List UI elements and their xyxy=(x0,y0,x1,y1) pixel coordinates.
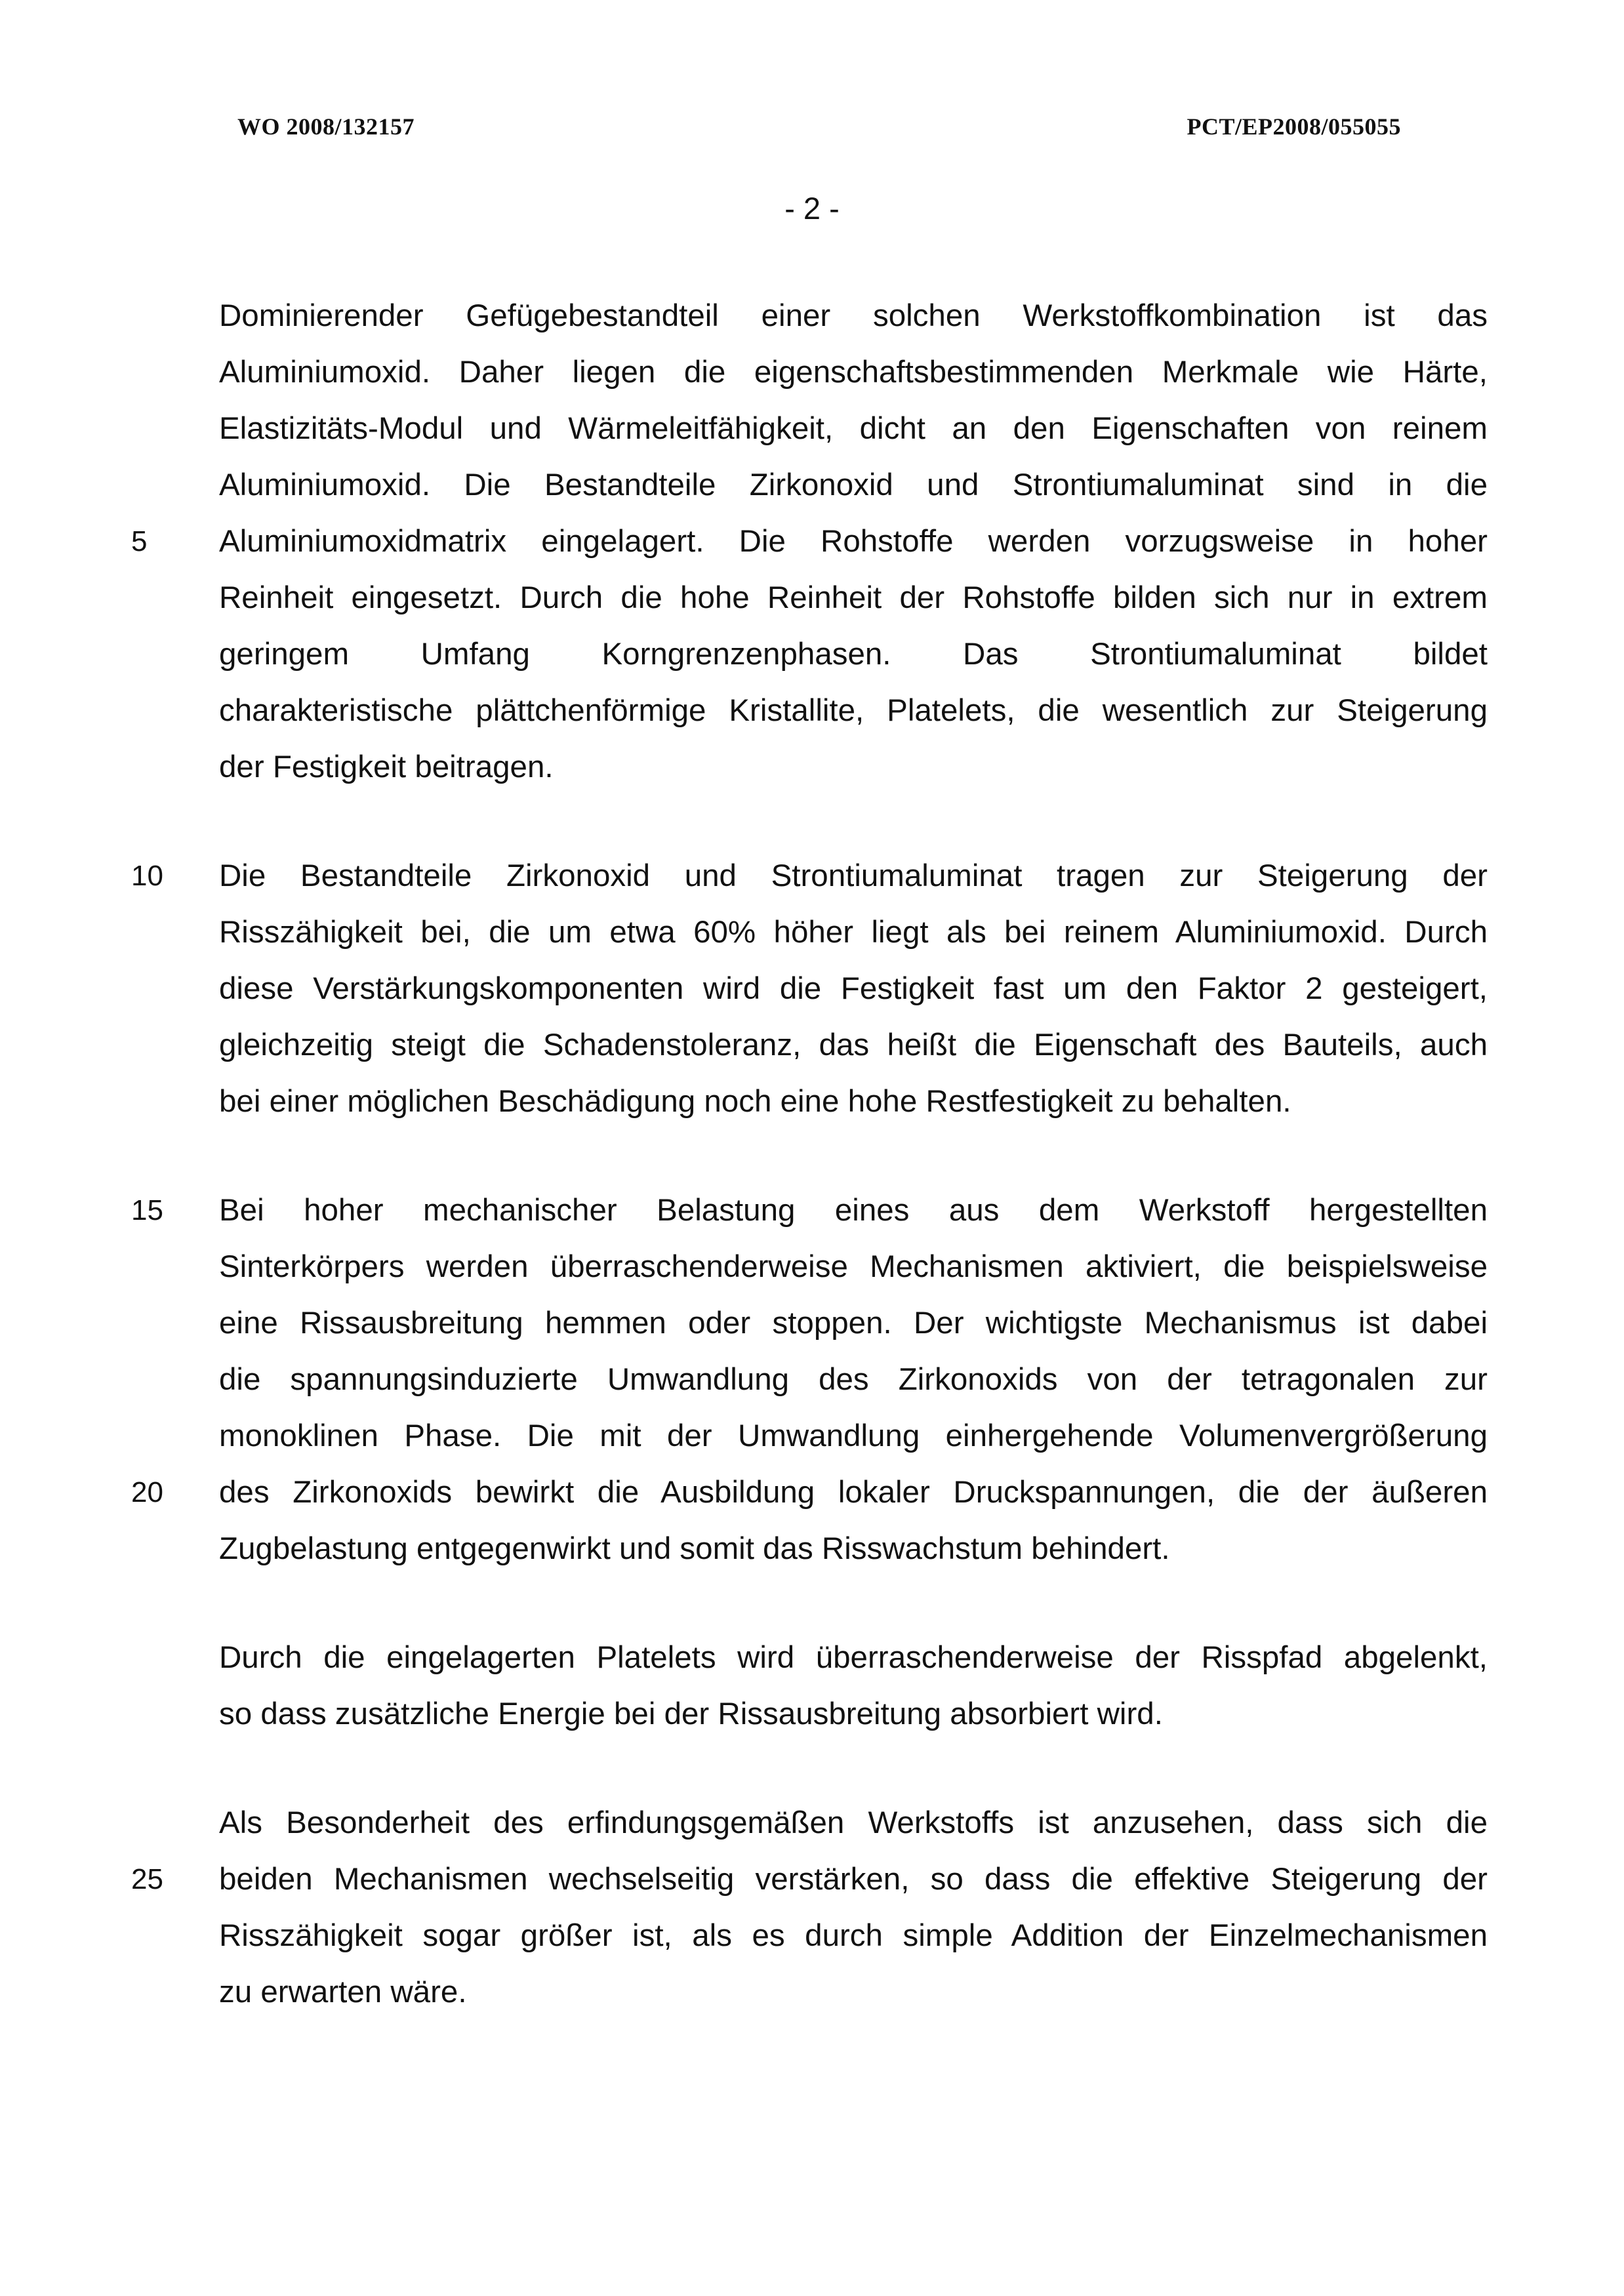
text-line: Aluminiumoxid. Die Bestandteile Zirkonoxid und Strontiumaluminat sind in die xyxy=(219,468,1488,502)
text-line: Reinheit eingesetzt. Durch die hohe Reinheit der Rohstoffe bilden sich nur in extrem xyxy=(219,580,1488,615)
text-line: so dass zusätzliche Energie bei der Rissausbreitung absorbiert wird. xyxy=(219,1697,1163,1731)
text-line: Durch die eingelagerten Platelets wird überraschenderweise der Risspfad abgelenkt, xyxy=(219,1640,1488,1675)
text-line: Sinterkörpers werden überraschenderweise Mechanismen aktiviert, die beispielsweise xyxy=(219,1249,1488,1284)
text-line: bei einer möglichen Beschädigung noch eine hohe Restfestigkeit zu behalten. xyxy=(219,1084,1291,1119)
text-line: zu erwarten wäre. xyxy=(219,1975,467,2009)
text-line: der Festigkeit beitragen. xyxy=(219,750,554,784)
text-line: die spannungsinduzierte Umwandlung des Zirkonoxids von der tetragonalen zur xyxy=(219,1362,1488,1397)
text-line: Risszähigkeit sogar größer ist, als es durch simple Addition der Einzelmechanismen xyxy=(219,1918,1488,1953)
text-line: Bei hoher mechanischer Belastung eines aus dem Werkstoff hergestellten xyxy=(219,1193,1488,1228)
text-line: Dominierender Gefügebestandteil einer solchen Werkstoffkombination ist das xyxy=(219,298,1488,333)
text-line: Risszähigkeit bei, die um etwa 60% höher liegt als bei reinem Aluminiumoxid. Durch xyxy=(219,915,1488,950)
text-line: geringem Umfang Korngrenzenphasen. Das Strontiumaluminat bildet xyxy=(219,637,1488,672)
text-line: gleichzeitig steigt die Schadenstoleranz, das heißt die Eigenschaft des Bauteils, auch xyxy=(219,1028,1488,1062)
line-number: 5 xyxy=(131,525,148,557)
document-number: WO 2008/132157 xyxy=(237,113,415,140)
page-number: - 2 - xyxy=(784,191,840,226)
line-number: 10 xyxy=(131,860,163,892)
text-line: Als Besonderheit des erfindungsgemäßen Werkstoffs ist anzusehen, dass sich die xyxy=(219,1805,1488,1840)
text-line: diese Verstärkungskomponenten wird die Festigkeit fast um den Faktor 2 gesteigert, xyxy=(219,971,1488,1006)
text-line: Zugbelastung entgegenwirkt und somit das Risswachstum behindert. xyxy=(219,1531,1170,1566)
application-number: PCT/EP2008/055055 xyxy=(1187,113,1401,140)
line-number: 25 xyxy=(131,1863,163,1895)
text-line: charakteristische plättchenförmige Kristallite, Platelets, die wesentlich zur Steigerung xyxy=(219,693,1488,728)
line-number: 20 xyxy=(131,1476,163,1508)
text-line: Aluminiumoxid. Daher liegen die eigenschaftsbestimmenden Merkmale wie Härte, xyxy=(219,355,1488,390)
text-line: Die Bestandteile Zirkonoxid und Strontiumaluminat tragen zur Steigerung der xyxy=(219,858,1488,893)
text-line: Aluminiumoxidmatrix eingelagert. Die Rohstoffe werden vorzugsweise in hoher xyxy=(219,524,1488,559)
text-line: des Zirkonoxids bewirkt die Ausbildung lokaler Druckspannungen, die der äußeren xyxy=(219,1475,1488,1510)
text-line: eine Rissausbreitung hemmen oder stoppen. Der wichtigste Mechanismus ist dabei xyxy=(219,1306,1488,1340)
text-line: beiden Mechanismen wechselseitig verstärken, so dass die effektive Steigerung der xyxy=(219,1862,1488,1897)
line-number: 15 xyxy=(131,1194,163,1226)
text-line: monoklinen Phase. Die mit der Umwandlung einhergehende Volumenvergrößerung xyxy=(219,1419,1488,1453)
text-line: Elastizitäts-Modul und Wärmeleitfähigkeit, dicht an den Eigenschaften von reinem xyxy=(219,411,1488,446)
